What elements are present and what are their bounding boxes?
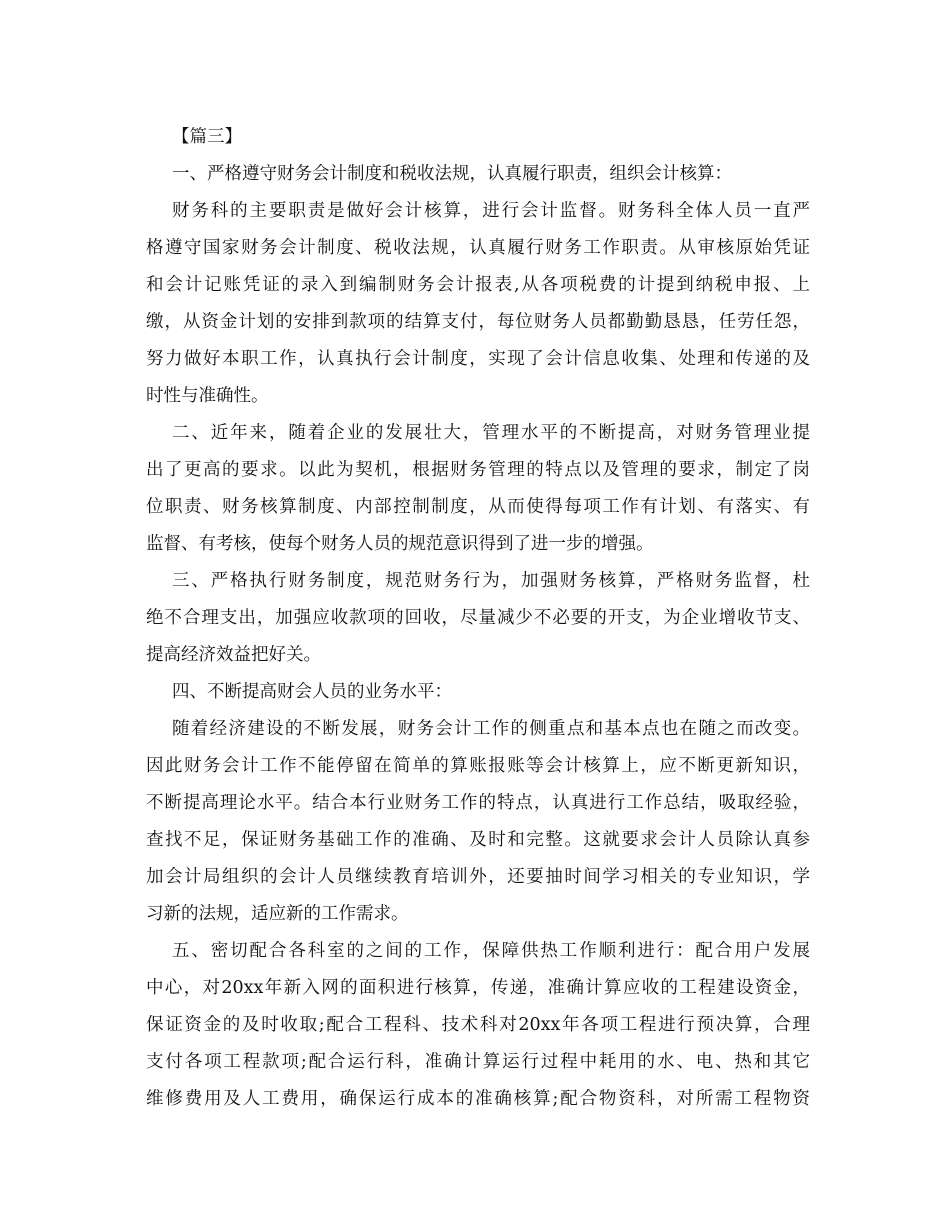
paragraph-line: 三、严格执行财务制度，规范财务行为，加强财务核算，严格财务监督，杜 <box>172 571 810 591</box>
paragraph-line: 因此财务会计工作不能停留在简单的算账报账等会计核算上，应不断更新知识， <box>146 756 810 776</box>
paragraph-line: 和会计记账凭证的录入到编制财务会计报表,从各项税费的计提到纳税申报、上 <box>146 275 810 295</box>
paragraph-line: 中心，对20xx年新入网的面积进行核算，传递，准确计算应收的工程建设资金， <box>146 978 810 998</box>
paragraph-line: 四、不断提高财会人员的业务水平： <box>172 682 452 702</box>
paragraph-line: 提高经济效益把好关。 <box>146 645 321 665</box>
paragraph-line: 缴，从资金计划的安排到款项的结算支付，每位财务人员都勤勤恳恳，任劳任怨， <box>146 312 810 332</box>
paragraph-line: 维修费用及人工费用，确保运行成本的准确核算;配合物资科，对所需工程物资 <box>146 1089 810 1109</box>
paragraph-line: 不断提高理论水平。结合本行业财务工作的特点，认真进行工作总结，吸取经验， <box>146 793 810 813</box>
paragraph-line: 五、密切配合各科室的之间的工作，保障供热工作顺利进行：配合用户发展 <box>172 941 810 961</box>
paragraph-line: 格遵守国家财务会计制度、税收法规，认真履行财务工作职责。从审核原始凭证 <box>146 238 810 258</box>
paragraph-line: 监督、有考核，使每个财务人员的规范意识得到了进一步的增强。 <box>146 534 654 554</box>
paragraph-line: 二、近年来，随着企业的发展壮大，管理水平的不断提高，对财务管理业提 <box>172 423 810 443</box>
paragraph-line: 一、严格遵守财务会计制度和税收法规，认真履行职责，组织会计核算： <box>172 164 732 184</box>
document-body <box>146 119 810 1118</box>
paragraph-line: 习新的法规，适应新的工作需求。 <box>146 904 409 924</box>
paragraph-line: 位职责、财务核算制度、内部控制制度，从而使得每项工作有计划、有落实、有 <box>146 497 810 517</box>
paragraph-line: 努力做好本职工作，认真执行会计制度，实现了会计信息收集、处理和传递的及 <box>146 349 810 369</box>
paragraph-line: 随着经济建设的不断发展，财务会计工作的侧重点和基本点也在随之而改变。 <box>172 719 810 739</box>
paragraph-line: 出了更高的要求。以此为契机，根据财务管理的特点以及管理的要求，制定了岗 <box>146 460 810 480</box>
paragraph-line: 绝不合理支出，加强应收款项的回收，尽量减少不必要的开支，为企业增收节支、 <box>146 608 810 628</box>
paragraph-line: 时性与准确性。 <box>146 386 269 406</box>
paragraph-line: 财务科的主要职责是做好会计核算，进行会计监督。财务科全体人员一直严 <box>172 201 810 221</box>
paragraph-line: 查找不足，保证财务基础工作的准确、及时和完整。这就要求会计人员除认真参 <box>146 830 810 850</box>
paragraph-line: 加会计局组织的会计人员继续教育培训外，还要抽时间学习相关的专业知识，学 <box>146 867 810 887</box>
section-heading: 【篇三】 <box>172 127 242 147</box>
paragraph-line: 保证资金的及时收取;配合工程科、技术科对20xx年各项工程进行预决算，合理 <box>146 1015 810 1035</box>
paragraph-line: 支付各项工程款项;配合运行科，准确计算运行过程中耗用的水、电、热和其它 <box>146 1052 810 1072</box>
